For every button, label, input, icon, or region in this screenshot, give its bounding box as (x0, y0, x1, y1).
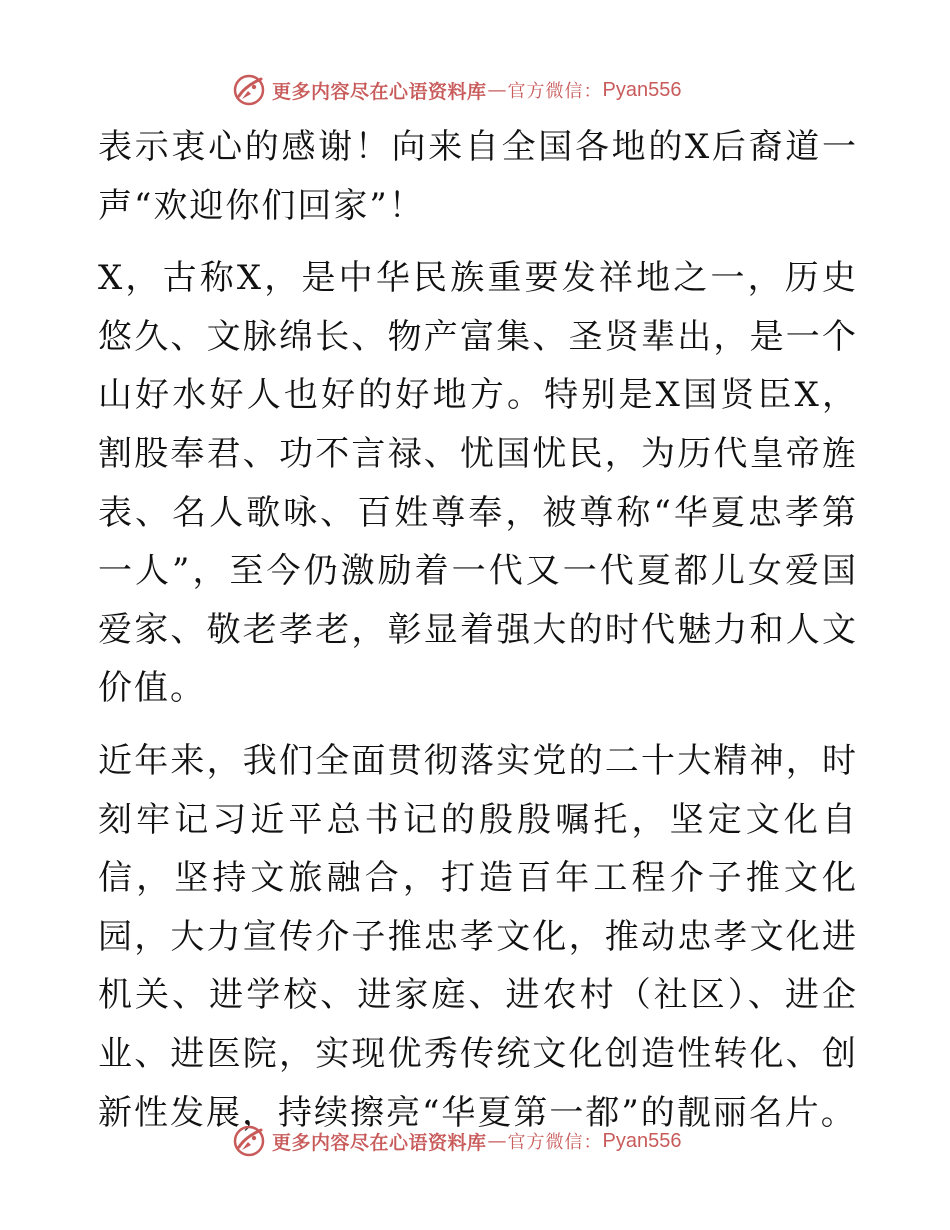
watermark-wechat-label: 官方微信： (507, 81, 603, 102)
pen-logo-icon (232, 1124, 266, 1158)
header-watermark (232, 72, 681, 108)
footer-watermark (232, 1123, 681, 1159)
pen-logo-icon (232, 73, 266, 107)
paragraph-3: 近年来，我们全面贯彻落实党的二十大精神，时刻牢记习近平总书记的殷殷嘱托，坚定文化自信，坚持文旅融合，打造百年工程介子推文化园，大力宣传介子推忠孝文化，推动忠孝文化进机关、进学校、进家庭、进农村（社区）、进企业、进医院，实现优秀传统文化创造性转化、创新性发展，持续擦亮“华夏第一都”的靓丽名片。 (98, 740, 858, 1133)
watermark-wechat-id: Pyan556 (602, 78, 682, 101)
watermark-dash: — (487, 1130, 507, 1152)
watermark-wechat-id: Pyan556 (602, 1129, 682, 1152)
paragraph-2: X，古称X，是中华民族重要发祥地之一，历史悠久、文脉绵长、物产富集、圣贤辈出，是一个山好水好人也好的好地方。特别是X国贤臣X，割股奉君、功不言禄、忧国忧民，为历代皇帝旌表、名人歌咏、百姓尊奉，被尊称“华夏忠孝第一人”，至今仍激励着一代又一代夏都儿女爱国爱家、敬老孝老，彰显着强大的时代魅力和人文价值。 (98, 258, 858, 709)
paragraph-1: 表示衷心的感谢！向来自全国各地的X后裔道一声“欢迎你们回家”！ (98, 127, 858, 226)
document-body (98, 118, 858, 1142)
watermark-text: 更多内容尽在心语资料库 (272, 1131, 487, 1154)
watermark-dash: — (487, 79, 507, 101)
watermark-wechat-label: 官方微信： (507, 1132, 603, 1153)
watermark-text: 更多内容尽在心语资料库 (272, 80, 487, 103)
